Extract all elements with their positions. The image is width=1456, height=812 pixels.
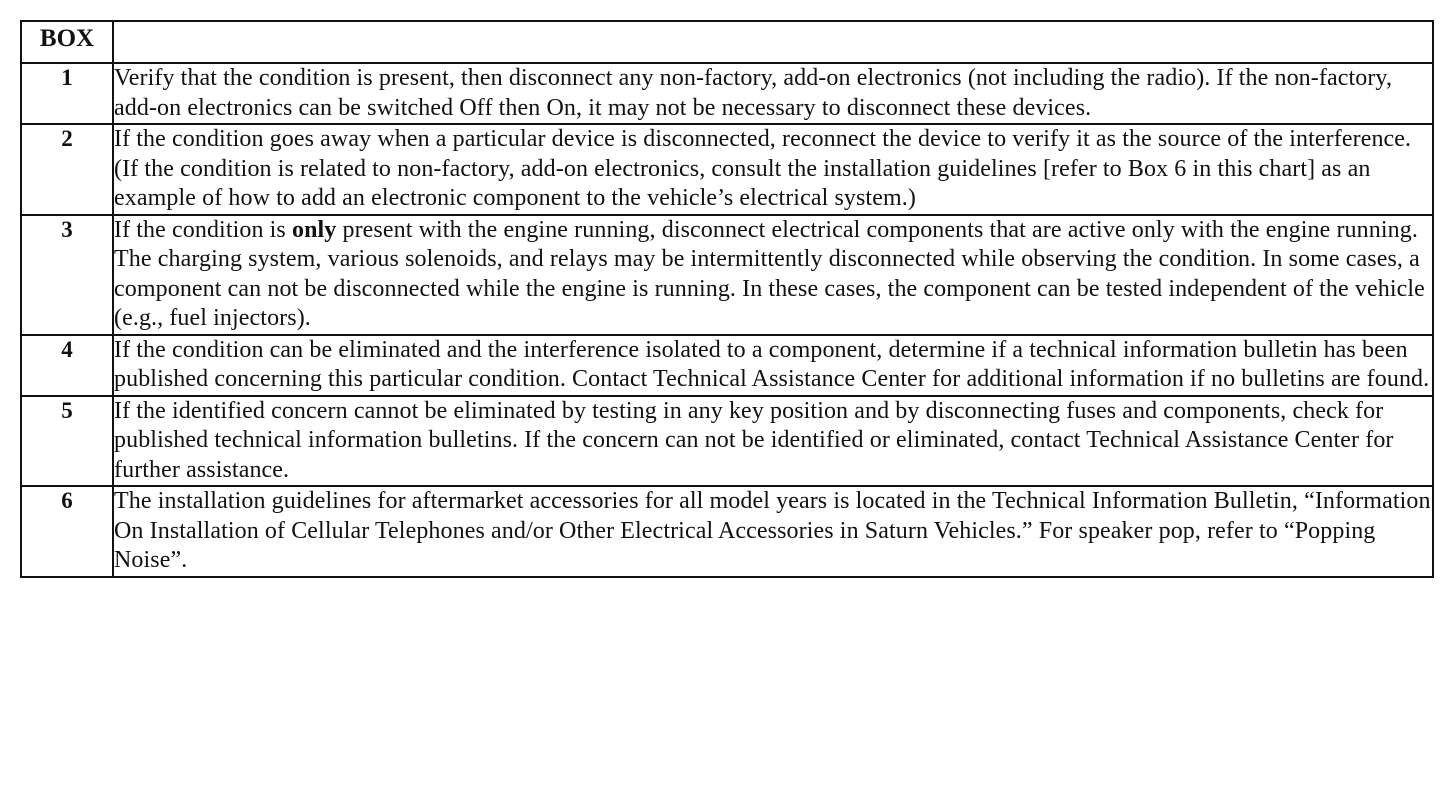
table-row [21, 486, 1433, 577]
box-number: 3 [21, 215, 113, 335]
diagnostic-table [20, 20, 1434, 578]
box-number: 2 [21, 124, 113, 215]
instruction-emphasis: only [291, 216, 337, 243]
box-instruction: If the condition can be eliminated and the interference isolated to a component, determine if a technical information bulletin has been published concerning this particular condition. Contact Technical Assistance Center for additional information if no bulletins are found. [113, 335, 1433, 396]
box-column-header: BOX [21, 21, 113, 63]
table-row [21, 124, 1433, 215]
box-number: 5 [21, 396, 113, 487]
box-number: 4 [21, 335, 113, 396]
box-instruction: If the identified concern cannot be eliminated by testing in any key position and by disconnecting fuses and components, check for published technical information bulletins. If the concern can not be identified or eliminated, contact Technical Assistance Center for further assistance. [113, 396, 1433, 487]
instruction-text-before: If the condition is [114, 216, 292, 243]
box-instruction [113, 215, 1433, 335]
table-row [21, 63, 1433, 124]
table-header-row [21, 21, 1433, 63]
box-instruction: Verify that the condition is present, then disconnect any non-factory, add-on electronics (not including the radio). If the non-factory, add-on electronics can be switched Off then On, it may not be necessary to disconnect these devices. [113, 63, 1433, 124]
instruction-text-after: present with the engine running, disconnect electrical components that are active only with the engine running. The charging system, various solenoids, and relays may be intermittently disconnected while observing the condition. In some cases, a component can not be disconnected while the engine is running. In these cases, the component can be tested independent of the vehicle (e.g., fuel injectors). [114, 216, 1425, 331]
table-row [21, 215, 1433, 335]
table-row [21, 335, 1433, 396]
box-number: 1 [21, 63, 113, 124]
box-instruction: If the condition goes away when a particular device is disconnected, reconnect the device to verify it as the source of the interference. (If the condition is related to non-factory, add-on electronics, consult the installation guidelines [refer to Box 6 in this chart] as an example of how to add an electronic component to the vehicle’s electrical system.) [113, 124, 1433, 215]
text-column-header [113, 21, 1433, 63]
table-row [21, 396, 1433, 487]
box-number: 6 [21, 486, 113, 577]
box-instruction: The installation guidelines for aftermarket accessories for all model years is located in the Technical Information Bulletin, “Information On Installation of Cellular Telephones and/or Other Electrical Accessories in Saturn Vehicles.” For speaker pop, refer to “Popping Noise”. [113, 486, 1433, 577]
